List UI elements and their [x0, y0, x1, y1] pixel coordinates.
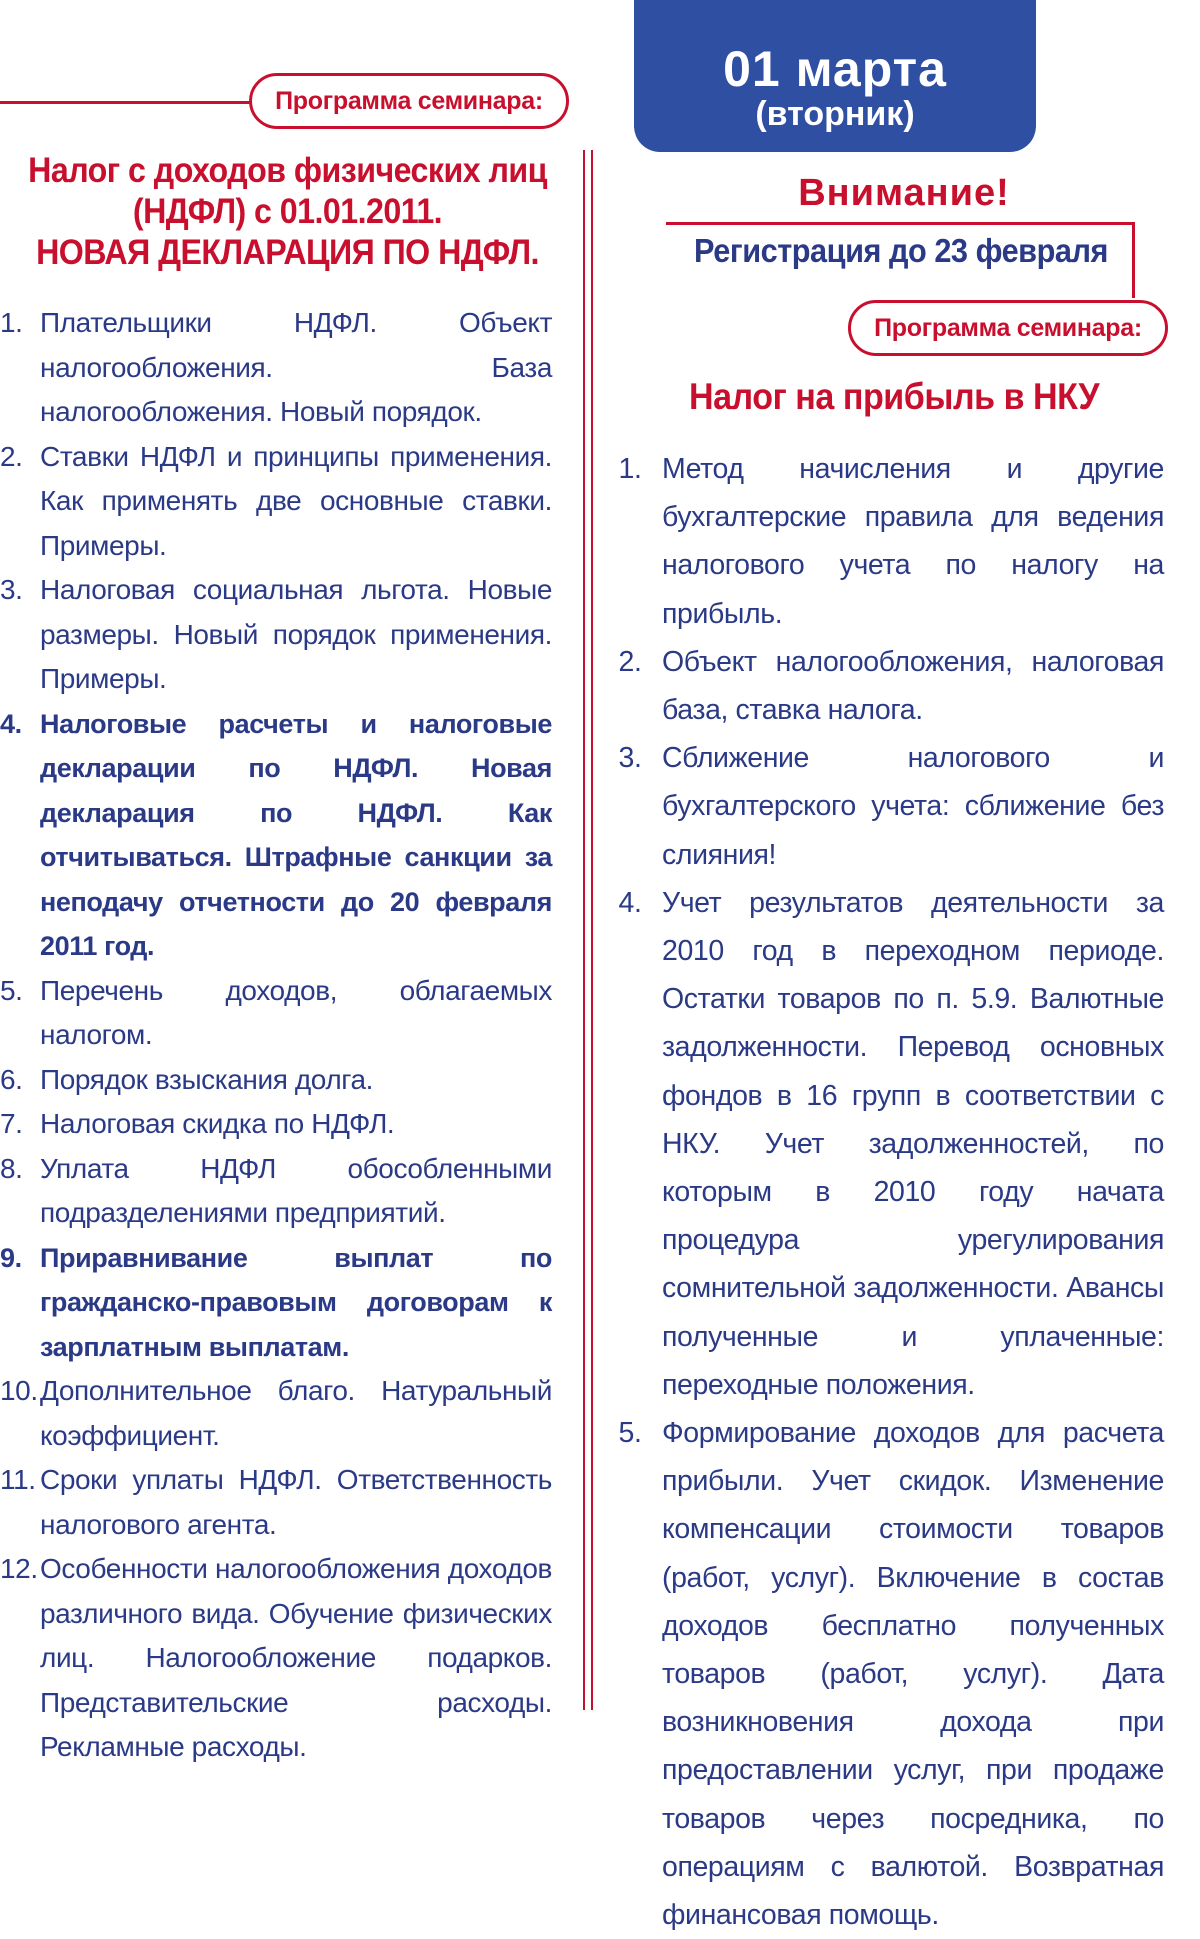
list-item: [0, 1147, 552, 1236]
item-text: Объект налогообложения, налоговая база, ставка налога.: [662, 645, 1164, 727]
left-title-line-3: НОВАЯ ДЕКЛАРАЦИЯ ПО НДФЛ.: [36, 233, 539, 272]
list-item: [610, 1409, 1164, 1939]
left-title-line-1: Налог с доходов физических лиц: [28, 151, 547, 190]
right-seminar-title: Налог на прибыль в НКУ: [688, 376, 1100, 417]
list-item: [0, 1547, 552, 1770]
item-text: Налоговая социальная льгота. Новые размеры. Новый порядок применения. Примеры.: [40, 574, 552, 694]
list-item: [0, 1236, 552, 1370]
list-item: [0, 702, 552, 969]
list-item: [0, 301, 552, 435]
right-program-list: [610, 445, 1164, 1939]
item-text: Ставки НДФЛ и принципы применения. Как применять две основные ставки. Примеры.: [40, 440, 552, 561]
list-item: [610, 734, 1164, 879]
item-number: 2.: [0, 440, 23, 472]
list-item: [0, 435, 552, 569]
item-number: 1.: [618, 453, 642, 485]
registration-deadline: Регистрация до 23 февраля: [694, 232, 1108, 269]
list-item: [610, 879, 1164, 1409]
item-number: 7.: [0, 1108, 23, 1139]
item-text: Уплата НДФЛ обособленными подразделениями предприятий.: [40, 1152, 552, 1228]
item-text: Плательщики НДФЛ. Объект налогообложения. База налогообложения. Новый порядок.: [40, 307, 552, 427]
item-number: 8.: [0, 1152, 23, 1184]
item-text: Налоговая скидка по НДФЛ.: [40, 1108, 395, 1139]
item-number: 4.: [618, 886, 642, 919]
item-number: 3.: [0, 574, 23, 605]
item-text: Сближение налогового и бухгалтерского учета: сближение без слияния!: [662, 742, 1164, 871]
seminar-weekday: (вторник): [755, 95, 915, 133]
item-text: Перечень доходов, облагаемых налогом.: [40, 974, 552, 1050]
item-number: 1.: [0, 307, 23, 338]
item-text: Налоговые расчеты и налоговые декларации по НДФЛ. Новая декларация по НДФЛ. Как отчитываться. Штрафные санкции за неподачу отчетности до 20 февраля 2011 год.: [40, 708, 552, 961]
item-number: 12.: [0, 1553, 38, 1584]
item-number: 11.: [0, 1464, 36, 1495]
item-number: 5.: [0, 974, 23, 1006]
left-seminar-title: [23, 150, 552, 273]
left-header-rule: [0, 101, 250, 104]
list-item: [0, 969, 552, 1058]
list-item: [0, 568, 552, 702]
item-text: Формирование доходов для расчета прибыли. Учет скидок. Изменение компенсации стоимости товаров (работ, услуг). Включение в состав доходов бесплатно полученных товаров (работ, услуг). Дата возникновения дохода при предоставлении услуг, при продаже товаров через посредника, по операциям с валютой. Возвратная финансовая помощь.: [662, 1417, 1164, 1932]
item-text: Сроки уплаты НДФЛ. Ответственность налогового агента.: [40, 1464, 552, 1540]
list-item: [610, 638, 1164, 734]
list-item: [0, 1369, 552, 1458]
item-number: 5.: [618, 1417, 642, 1450]
item-number: 3.: [618, 742, 642, 775]
list-item: [610, 445, 1164, 638]
item-text: Приравнивание выплат по гражданско-правовым договорам к зарплатным выплатам.: [40, 1242, 552, 1362]
seminar-date: 01 марта: [723, 41, 947, 97]
item-number: 10.: [0, 1375, 38, 1406]
column-divider-right-line: [591, 150, 593, 1710]
left-program-label: Программа семинара:: [249, 73, 569, 129]
right-program-label: Программа семинара:: [848, 300, 1168, 356]
list-item: [0, 1102, 552, 1147]
item-text: Учет результатов деятельности за 2010 год в переходном периоде. Остатки товаров по п. 5.9. Валютные задолженности. Перевод основных фондов в 16 групп в соответствии с НКУ. Учет задолженностей, по которым в 2010 году начата процедура урегулирования сомнительной задолженности. Авансы полученные и уплаченные: переходные положения.: [662, 886, 1164, 1401]
left-program-list: [0, 301, 552, 1770]
item-text: Метод начисления и другие бухгалтерские правила для ведения налогового учета по налогу на прибыль.: [662, 453, 1164, 630]
date-box: [634, 0, 1036, 152]
item-number: 9.: [0, 1242, 22, 1273]
item-text: Особенности налогообложения доходов различного вида. Обучение физических лиц. Налогообложение подарков. Представительские расходы. Рекламные расходы.: [40, 1553, 552, 1762]
item-number: 4.: [0, 708, 22, 739]
item-number: 2.: [618, 645, 642, 678]
column-divider-left-line: [583, 150, 585, 1710]
item-text: Порядок взыскания долга.: [40, 1063, 374, 1095]
attention-heading: Внимание!: [798, 172, 1010, 214]
list-item: [0, 1458, 552, 1547]
item-number: 6.: [0, 1063, 23, 1095]
item-text: Дополнительное благо. Натуральный коэффициент.: [40, 1375, 552, 1451]
list-item: [0, 1058, 552, 1103]
left-title-line-2: (НДФЛ) с 01.01.2011.: [132, 192, 443, 231]
